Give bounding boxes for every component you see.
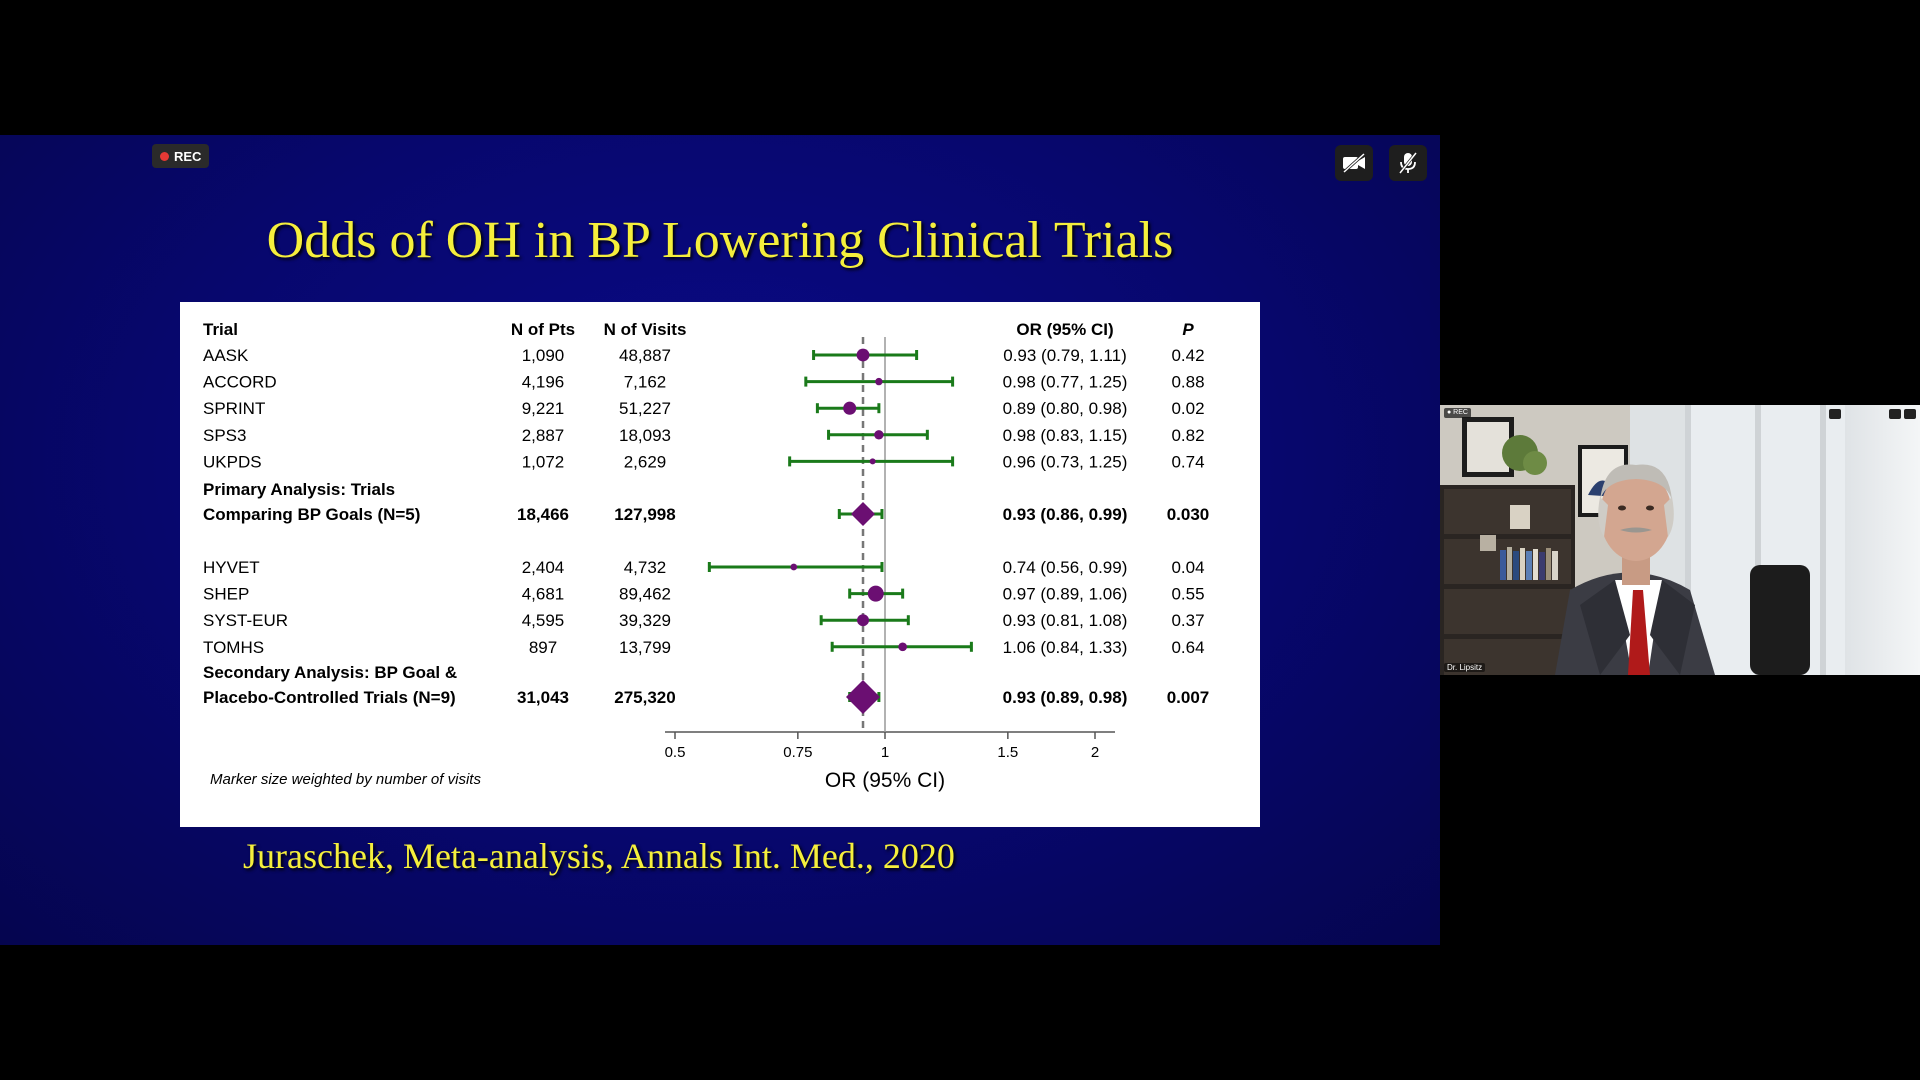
trial-n-pts: 897 xyxy=(528,637,558,657)
trial-or-marker xyxy=(868,586,884,602)
trial-or-marker xyxy=(898,642,907,651)
header-p: P xyxy=(1182,320,1194,339)
trial-p-value: 0.88 xyxy=(1171,372,1205,392)
header-trial: Trial xyxy=(203,320,238,339)
tile-pin-icon[interactable] xyxy=(1889,409,1901,419)
trial-n-pts: 9,221 xyxy=(521,399,565,419)
secondary-summary-or-ci: 0.93 (0.89, 0.98) xyxy=(1002,688,1128,707)
trial-n-visits: 89,462 xyxy=(619,584,671,604)
primary-summary-label-line2: Comparing BP Goals (N=5) xyxy=(203,505,421,524)
forest-plot-panel xyxy=(180,302,1260,827)
trial-n-visits: 48,887 xyxy=(619,346,671,365)
participant-video-overflow xyxy=(1845,405,1920,675)
secondary-summary-n-pts: 31,043 xyxy=(517,688,569,707)
participant-recording-indicator: ● REC xyxy=(1444,408,1471,418)
x-axis-ticks xyxy=(665,732,1100,761)
trial-or-ci: 1.06 (0.84, 1.33) xyxy=(1002,637,1128,657)
plot-footnote: Marker size weighted by number of visits xyxy=(210,771,481,788)
tile-camera-icon xyxy=(1829,409,1841,419)
trial-n-visits: 51,227 xyxy=(619,399,671,419)
participant-video-tile[interactable] xyxy=(1440,405,1845,675)
trial-p-value: 0.04 xyxy=(1171,558,1205,577)
primary-summary-label-line1: Primary Analysis: Trials xyxy=(203,480,396,499)
x-tick-label: 2 xyxy=(1090,744,1100,761)
trial-p-value: 0.74 xyxy=(1171,452,1205,472)
trial-or-ci: 0.74 (0.56, 0.99) xyxy=(1002,558,1128,577)
trial-p-value: 0.42 xyxy=(1171,346,1205,365)
trial-p-value: 0.55 xyxy=(1171,584,1205,604)
tile-more-icon[interactable] xyxy=(1904,409,1916,419)
recording-label: REC xyxy=(174,148,202,164)
trial-name: SHEP xyxy=(203,584,250,604)
participant-tile-controls xyxy=(1889,409,1916,419)
trial-or-marker xyxy=(857,614,869,626)
trial-name: TOMHS xyxy=(203,637,265,657)
slide-title: Odds of OH in BP Lowering Clinical Trials xyxy=(266,212,1174,269)
primary-summary-diamond xyxy=(851,502,875,526)
secondary-summary-label-line1: Secondary Analysis: BP Goal & xyxy=(203,663,458,682)
trial-or-marker xyxy=(870,458,876,464)
trial-or-ci: 0.93 (0.79, 1.11) xyxy=(1003,346,1127,365)
x-tick-label: 1 xyxy=(880,744,890,761)
trial-name: UKPDS xyxy=(203,452,262,472)
primary-summary-n-visits: 127,998 xyxy=(614,505,676,524)
participant-video-feed xyxy=(1440,405,1845,675)
trial-n-pts: 2,887 xyxy=(521,425,565,445)
secondary-summary-p-value: 0.007 xyxy=(1166,688,1210,707)
trial-or-ci: 0.89 (0.80, 0.98) xyxy=(1002,399,1128,419)
x-tick-label: 0.5 xyxy=(664,744,686,761)
participant-name: Dr. Lipsitz xyxy=(1444,663,1485,672)
primary-summary-or-ci: 0.93 (0.86, 0.99) xyxy=(1002,505,1128,524)
trial-n-visits: 13,799 xyxy=(619,637,671,657)
camera-toggle-button[interactable] xyxy=(1335,145,1373,181)
trial-name: HYVET xyxy=(203,558,260,577)
recording-badge xyxy=(152,144,209,168)
trial-n-pts: 4,595 xyxy=(521,611,565,631)
header-n-pts: N of Pts xyxy=(510,320,576,339)
trial-or-marker xyxy=(857,349,870,362)
trial-n-pts: 2,404 xyxy=(521,558,565,577)
trial-n-pts: 4,196 xyxy=(521,372,565,392)
trial-or-ci: 0.96 (0.73, 1.25) xyxy=(1002,452,1128,472)
trial-n-visits: 2,629 xyxy=(623,452,667,472)
trial-name: AASK xyxy=(203,346,249,365)
trial-or-marker xyxy=(790,564,797,571)
trial-or-ci: 0.93 (0.81, 1.08) xyxy=(1002,611,1128,631)
trial-p-value: 0.64 xyxy=(1171,637,1205,657)
primary-summary-p-value: 0.030 xyxy=(1166,505,1210,524)
trial-n-visits: 18,093 xyxy=(619,425,671,445)
trial-or-marker xyxy=(843,402,856,415)
trial-name: SYST-EUR xyxy=(203,611,289,631)
trial-or-ci: 0.97 (0.89, 1.06) xyxy=(1002,584,1128,604)
trial-name: ACCORD xyxy=(203,372,277,392)
x-axis-label: OR (95% CI) xyxy=(824,769,946,792)
secondary-summary-diamond xyxy=(846,680,880,714)
trial-n-visits: 39,329 xyxy=(619,611,671,631)
secondary-summary-label-line2: Placebo-Controlled Trials (N=9) xyxy=(203,688,456,707)
mic-toggle-button[interactable] xyxy=(1389,145,1427,181)
trial-name: SPS3 xyxy=(203,425,247,445)
header-or-ci: OR (95% CI) xyxy=(1016,320,1114,339)
secondary-summary-n-visits: 275,320 xyxy=(614,688,676,707)
trial-p-value: 0.02 xyxy=(1171,399,1205,419)
trial-n-visits: 4,732 xyxy=(623,558,667,577)
shared-slide xyxy=(0,135,1440,945)
trial-n-pts: 4,681 xyxy=(521,584,565,604)
x-tick-label: 0.75 xyxy=(783,744,813,761)
mic-off-icon xyxy=(1397,151,1419,175)
slide-citation: Juraschek, Meta-analysis, Annals Int. Med., 2020 xyxy=(243,836,955,876)
record-dot-icon xyxy=(160,152,169,161)
camera-off-icon xyxy=(1341,152,1367,174)
participant-tile-icons xyxy=(1829,409,1841,419)
trial-p-value: 0.82 xyxy=(1171,425,1205,445)
trial-n-visits: 7,162 xyxy=(623,372,667,392)
trial-p-value: 0.37 xyxy=(1171,611,1205,631)
header-n-visits: N of Visits xyxy=(603,320,687,339)
trial-or-marker xyxy=(874,430,883,439)
trial-or-marker xyxy=(875,378,882,385)
trial-name: SPRINT xyxy=(203,399,266,419)
trial-n-pts: 1,072 xyxy=(521,452,565,472)
trial-or-ci: 0.98 (0.77, 1.25) xyxy=(1002,372,1128,392)
primary-summary-n-pts: 18,466 xyxy=(517,505,569,524)
x-tick-label: 1.5 xyxy=(997,744,1019,761)
forest-rows xyxy=(203,346,1209,714)
trial-n-pts: 1,090 xyxy=(521,346,565,365)
forest-plot xyxy=(180,302,1260,827)
trial-or-ci: 0.98 (0.83, 1.15) xyxy=(1002,425,1128,445)
